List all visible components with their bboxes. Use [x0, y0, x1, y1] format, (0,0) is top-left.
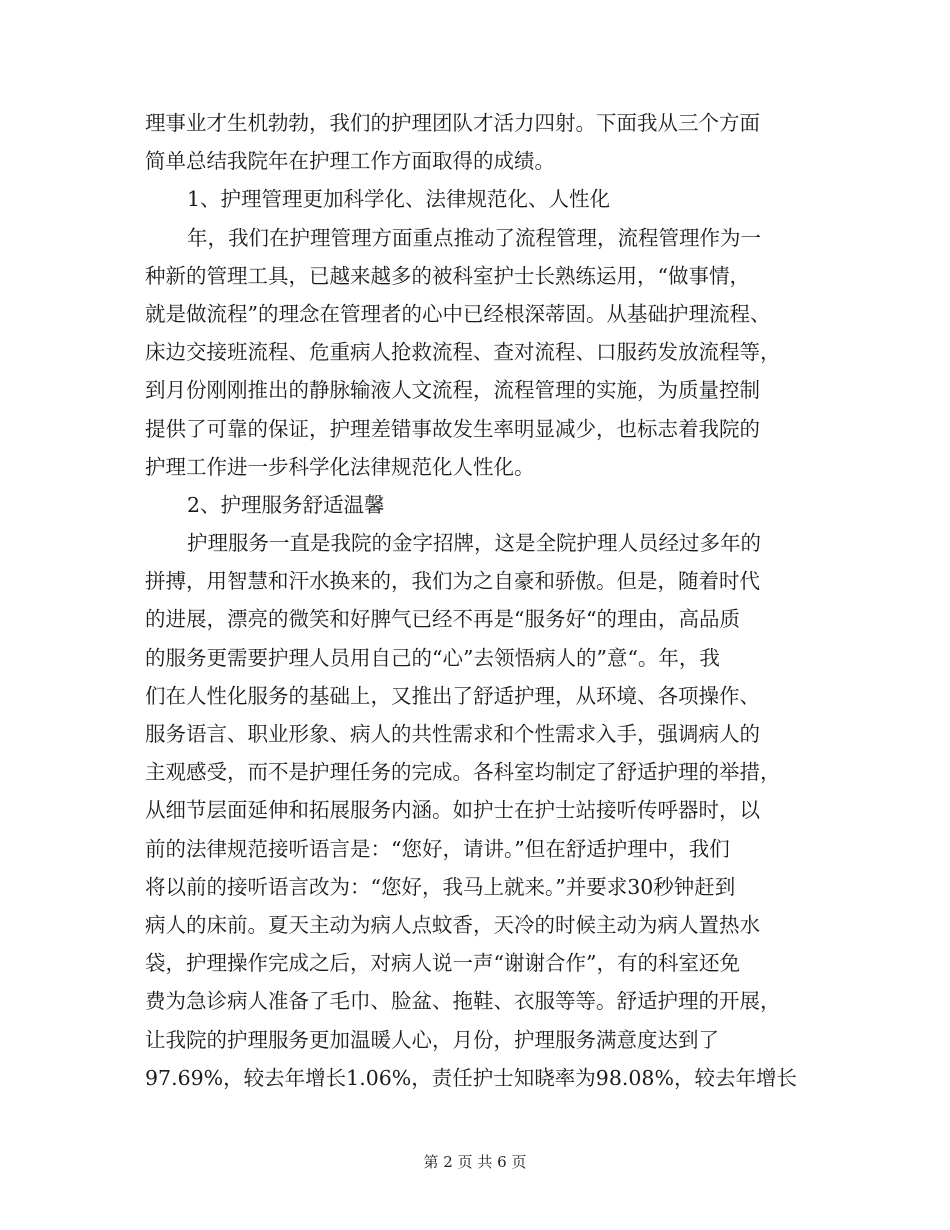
text-line: 将以前的接听语言改为：“您好，我马上就来。”并要求30秒钟赶到: [145, 874, 736, 899]
text-line: 让我院的护理服务更加温暖人心，月份，护理服务满意度达到了: [145, 1027, 719, 1052]
text-line: 拼搏，用智慧和汗水换来的，我们为之自豪和骄傲。但是，随着时代: [145, 569, 760, 594]
text-line: 主观感受，而不是护理任务的完成。各科室均制定了舒适护理的举措，: [145, 760, 781, 785]
text-line: 种新的管理工具，已越来越多的被科室护士长熟练运用，“做事情，: [145, 263, 750, 288]
document-body: [145, 104, 810, 1097]
text-line: 护理工作进一步科学化法律规范化人性化。: [145, 454, 535, 479]
text-line: 97.69%，较去年增长1.06%，责任护士知晓率为98.08%，较去年增长: [145, 1065, 797, 1090]
text-line: 到月份刚刚推出的静脉输液人文流程，流程管理的实施，为质量控制: [145, 378, 760, 403]
text-line: 袋，护理操作完成之后，对病人说一声“谢谢合作”，有的科室还免: [145, 951, 740, 976]
paragraph-first-line: 年，我们在护理管理方面重点推动了流程管理，流程管理作为一: [187, 225, 761, 250]
paragraph-first-line: 护理服务一直是我院的金字招牌，这是全院护理人员经过多年的: [187, 531, 761, 556]
section-heading: 2、护理服务舒适温馨: [187, 492, 385, 517]
page-number: 第 2 页 共 6 页: [423, 1153, 527, 1171]
text-line: 服务语言、职业形象、病人的共性需求和个性需求入手，强调病人的: [145, 722, 760, 746]
text-line: 简单总结我院年在护理工作方面取得的成绩。: [145, 149, 555, 174]
text-line: 的服务更需要护理人员用自己的“心”去领悟病人的”意“。年，我: [145, 645, 720, 670]
page-footer: [0, 1152, 950, 1172]
text-line: 就是做流程”的理念在管理者的心中已经根深蒂固。从基础护理流程、: [145, 301, 771, 326]
text-line: 们在人性化服务的基础上，又推出了舒适护理，从环境、各项操作、: [145, 683, 760, 708]
text-line: 前的法律规范接听语言是：“您好，请讲。”但在舒适护理中，我们: [145, 836, 730, 861]
section-heading: 1、护理管理更加科学化、法律规范化、人性化: [187, 187, 611, 212]
text-line: 从细节层面延伸和拓展服务内涵。如护士在护士站接听传呼器时，以: [145, 798, 760, 823]
text-line: 病人的床前。夏天主动为病人点蚊香，天冷的时候主动为病人置热水: [145, 912, 760, 937]
text-line: 床边交接班流程、危重病人抢救流程、查对流程、口服药发放流程等，: [145, 340, 781, 365]
text-line: 提供了可靠的保证，护理差错事故发生率明显减少，也标志着我院的: [145, 416, 760, 441]
text-line: 费为急诊病人准备了毛巾、脸盆、拖鞋、衣服等等。舒适护理的开展，: [145, 989, 781, 1014]
text-line: 理事业才生机勃勃，我们的护理团队才活力四射。下面我从三个方面: [145, 111, 760, 135]
text-line: 的进展，漂亮的微笑和好脾气已经不再是“服务好“的理由，高品质: [145, 607, 740, 632]
